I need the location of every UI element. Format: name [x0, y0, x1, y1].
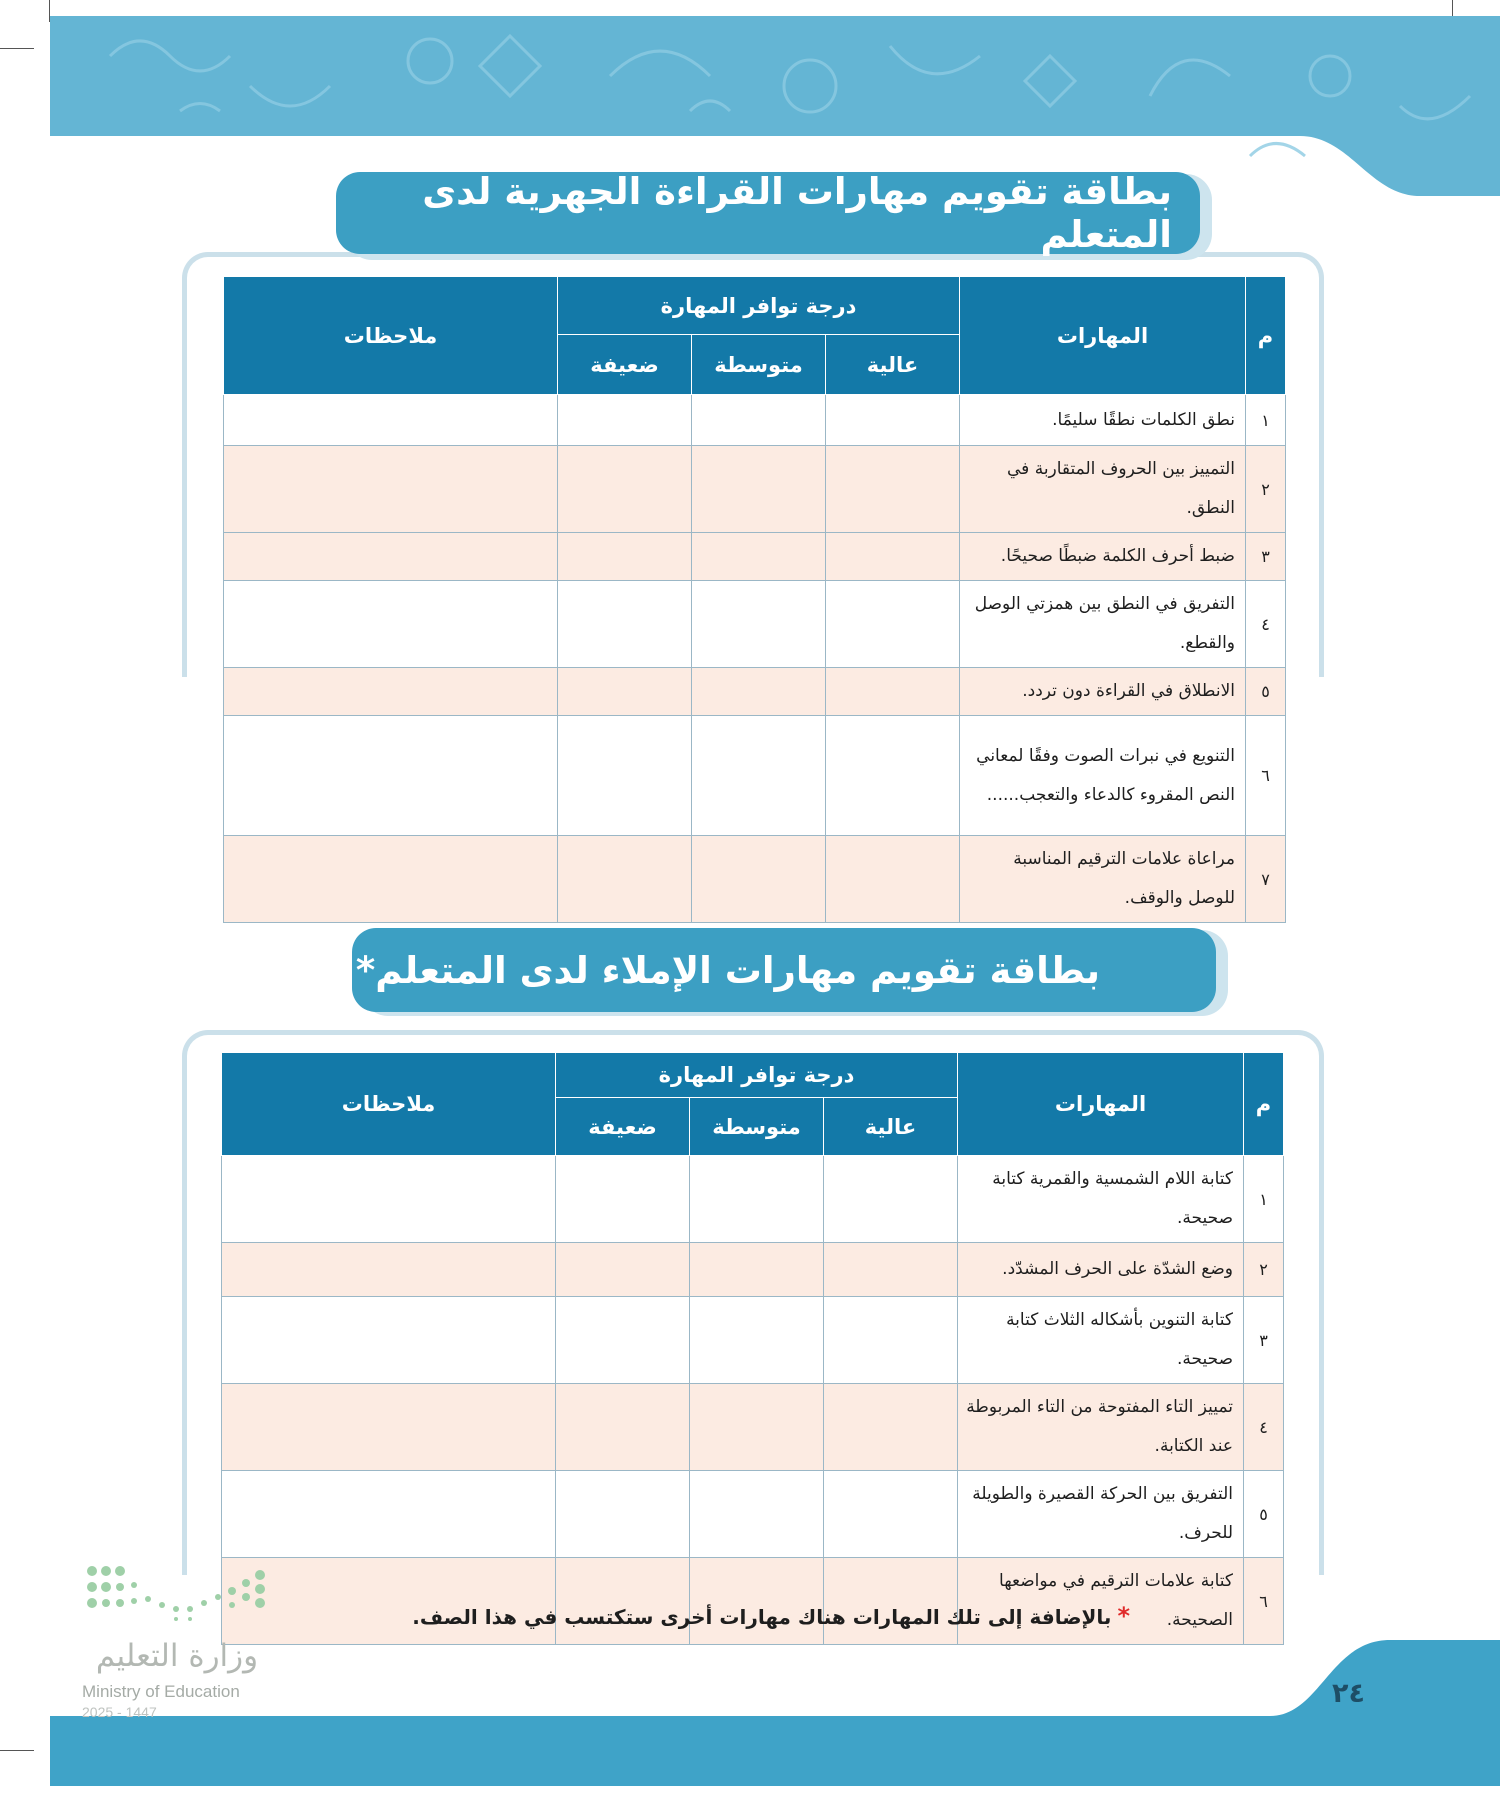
rating-cell-medium[interactable]	[690, 1471, 824, 1558]
col-header-low: ضعيفة	[556, 1098, 690, 1156]
rating-cell-high[interactable]	[826, 668, 960, 716]
table-row	[224, 668, 1286, 716]
rating-cell-low[interactable]	[558, 668, 692, 716]
notes-cell[interactable]	[224, 668, 558, 716]
row-number: ٣	[1244, 1297, 1284, 1384]
notes-cell[interactable]	[222, 1471, 556, 1558]
rating-cell-high[interactable]	[826, 716, 960, 836]
col-header-num: م	[1244, 1053, 1284, 1156]
reading-card-title-text: بطاقة تقويم مهارات القراءة الجهرية لدى المتعلم	[422, 170, 1172, 256]
rating-cell-medium[interactable]	[690, 1558, 824, 1645]
rating-cell-low[interactable]	[556, 1156, 690, 1243]
crop-mark	[0, 48, 34, 49]
skill-text: تمييز التاء المفتوحة من التاء المربوطة عند الكتابة.	[958, 1384, 1244, 1471]
skill-text: نطق الكلمات نطقًا سليمًا.	[960, 395, 1246, 446]
rating-cell-low[interactable]	[556, 1384, 690, 1471]
col-header-degree: درجة توافر المهارة	[558, 277, 960, 335]
skill-text: وضع الشدّة على الحرف المشدّد.	[958, 1243, 1244, 1297]
ministry-name-english: Ministry of Education	[82, 1682, 240, 1701]
row-number: ٦	[1244, 1558, 1284, 1645]
row-number: ٥	[1246, 668, 1286, 716]
rating-cell-low[interactable]	[558, 446, 692, 533]
rating-cell-medium[interactable]	[692, 395, 826, 446]
table-row	[224, 395, 1286, 446]
rating-cell-medium[interactable]	[692, 668, 826, 716]
row-number: ١	[1246, 395, 1286, 446]
rating-cell-high[interactable]	[826, 446, 960, 533]
table-row	[222, 1297, 1284, 1384]
footnote	[412, 1602, 1130, 1630]
notes-cell[interactable]	[224, 581, 558, 668]
row-number: ٤	[1246, 581, 1286, 668]
rating-cell-high[interactable]	[824, 1471, 958, 1558]
notes-cell[interactable]	[222, 1384, 556, 1471]
skill-text: كتابة علامات الترقيم في مواضعها الصحيحة.	[958, 1558, 1244, 1645]
rating-cell-low[interactable]	[556, 1297, 690, 1384]
skill-text: مراعاة علامات الترقيم المناسبة للوصل والوقف.	[960, 836, 1246, 923]
skill-text: التفريق في النطق بين همزتي الوصل والقطع.	[960, 581, 1246, 668]
col-header-notes: ملاحظات	[222, 1053, 556, 1156]
row-number: ٥	[1244, 1471, 1284, 1558]
row-number: ٣	[1246, 533, 1286, 581]
table-row	[222, 1471, 1284, 1558]
dictation-skills-table	[221, 1052, 1284, 1645]
rating-cell-low[interactable]	[558, 836, 692, 923]
ministry-year: 2025 - 1447	[82, 1704, 157, 1720]
skill-text: كتابة اللام الشمسية والقمرية كتابة صحيحة.	[958, 1156, 1244, 1243]
col-header-num: م	[1246, 277, 1286, 395]
notes-cell[interactable]	[224, 716, 558, 836]
notes-cell[interactable]	[222, 1156, 556, 1243]
row-number: ٢	[1244, 1243, 1284, 1297]
col-header-high: عالية	[824, 1098, 958, 1156]
col-header-notes: ملاحظات	[224, 277, 558, 395]
col-header-high: عالية	[826, 335, 960, 395]
table-row	[222, 1156, 1284, 1243]
rating-cell-high[interactable]	[824, 1297, 958, 1384]
skill-text: التفريق بين الحركة القصيرة والطويلة للحرف.	[958, 1471, 1244, 1558]
top-decorative-banner	[50, 16, 1500, 196]
row-number: ٤	[1244, 1384, 1284, 1471]
notes-cell[interactable]	[224, 446, 558, 533]
rating-cell-medium[interactable]	[692, 581, 826, 668]
rating-cell-high[interactable]	[826, 581, 960, 668]
rating-cell-high[interactable]	[826, 395, 960, 446]
rating-cell-medium[interactable]	[690, 1243, 824, 1297]
ministry-logo-icon	[84, 1563, 274, 1623]
page-number: ٢٤	[1332, 1678, 1365, 1709]
rating-cell-low[interactable]	[558, 716, 692, 836]
rating-cell-medium[interactable]	[692, 836, 826, 923]
table-row	[224, 581, 1286, 668]
col-header-skills: المهارات	[960, 277, 1246, 395]
row-number: ٢	[1246, 446, 1286, 533]
notes-cell[interactable]	[224, 836, 558, 923]
rating-cell-high[interactable]	[824, 1558, 958, 1645]
rating-cell-medium[interactable]	[692, 446, 826, 533]
rating-cell-high[interactable]	[824, 1384, 958, 1471]
rating-cell-low[interactable]	[558, 581, 692, 668]
notes-cell[interactable]	[222, 1243, 556, 1297]
rating-cell-high[interactable]	[824, 1243, 958, 1297]
table-row	[224, 533, 1286, 581]
skill-text: كتابة التنوين بأشكاله الثلاث كتابة صحيحة.	[958, 1297, 1244, 1384]
dictation-card-title	[352, 928, 1216, 1012]
col-header-medium: متوسطة	[690, 1098, 824, 1156]
skill-text: ضبط أحرف الكلمة ضبطًا صحيحًا.	[960, 533, 1246, 581]
rating-cell-medium[interactable]	[692, 716, 826, 836]
footnote-star: *	[1117, 1602, 1130, 1630]
rating-cell-high[interactable]	[826, 533, 960, 581]
notes-cell[interactable]	[224, 395, 558, 446]
table-row	[222, 1558, 1284, 1645]
col-header-skills: المهارات	[958, 1053, 1244, 1156]
dictation-card-title-text: بطاقة تقويم مهارات الإملاء لدى المتعلم*	[355, 948, 1100, 992]
reading-card-title	[336, 172, 1200, 254]
table-row	[222, 1243, 1284, 1297]
rating-cell-low[interactable]	[556, 1243, 690, 1297]
col-header-degree: درجة توافر المهارة	[556, 1053, 958, 1098]
row-number: ١	[1244, 1156, 1284, 1243]
table-row	[224, 836, 1286, 923]
reading-skills-table	[223, 276, 1286, 923]
rating-cell-high[interactable]	[824, 1156, 958, 1243]
skill-text: التمييز بين الحروف المتقاربة في النطق.	[960, 446, 1246, 533]
row-number: ٦	[1246, 716, 1286, 836]
rating-cell-medium[interactable]	[690, 1297, 824, 1384]
col-header-medium: متوسطة	[692, 335, 826, 395]
notes-cell[interactable]	[224, 533, 558, 581]
skill-text: الانطلاق في القراءة دون تردد.	[960, 668, 1246, 716]
rating-cell-low[interactable]	[558, 533, 692, 581]
rating-cell-medium[interactable]	[690, 1156, 824, 1243]
ministry-name-arabic: وزارة التعليم	[95, 1638, 259, 1674]
rating-cell-low[interactable]	[558, 395, 692, 446]
notes-cell[interactable]	[222, 1297, 556, 1384]
skill-text: التنويع في نبرات الصوت وفقًا لمعاني النص المقروء كالدعاء والتعجب......	[960, 716, 1246, 836]
rating-cell-medium[interactable]	[690, 1384, 824, 1471]
rating-cell-low[interactable]	[556, 1558, 690, 1645]
footnote-text: بالإضافة إلى تلك المهارات هناك مهارات أخرى ستكتسب في هذا الصف.	[412, 1605, 1112, 1629]
rating-cell-high[interactable]	[826, 836, 960, 923]
rating-cell-low[interactable]	[556, 1471, 690, 1558]
col-header-low: ضعيفة	[558, 335, 692, 395]
table-row	[224, 716, 1286, 836]
row-number: ٧	[1246, 836, 1286, 923]
table-row	[222, 1384, 1284, 1471]
table-row	[224, 446, 1286, 533]
rating-cell-medium[interactable]	[692, 533, 826, 581]
